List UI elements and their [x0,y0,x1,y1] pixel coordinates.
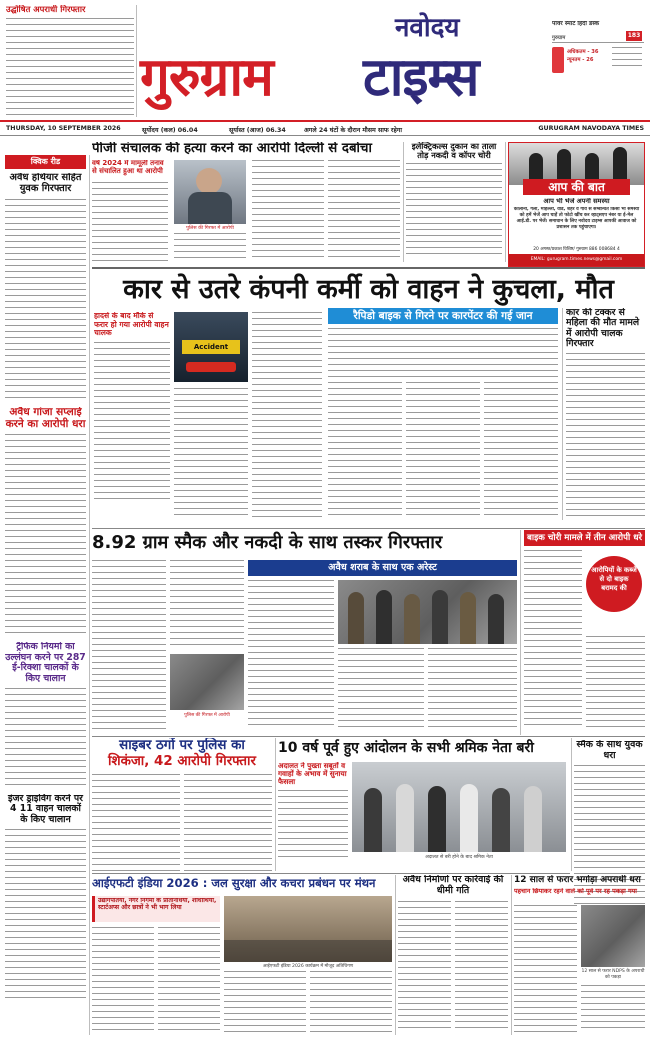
masthead-left-body [6,18,134,118]
lead-kicker: हादसे के बाद मौके से फरार हो गया आरोपी वाहन चालक [94,312,169,337]
edition-label: पावर स्मार्ट हिंदी डेस्क [552,21,600,27]
sunset: सूर्यास्त (आज) 06.34 [229,127,286,134]
brand-left: गुरुग्राम [140,47,273,108]
lead-right-headline: कार की टक्कर से महिला की मौत मामले में आरोपी चालक गिरफ्तार [566,308,640,349]
left-headline-2: अवैध गांजा सप्लाई करने का आरोपी धरा [5,406,86,430]
ift-headline: आईएफटी इंडिया 2026 : जल सुरक्षा और कचरा प्रबंधन पर मंथन [92,876,376,890]
smack-story [92,530,517,735]
top-story-kicker: वर्ष 2024 में मामूली तनाव से संचालित हुआ था आरोपी [92,159,164,175]
workers-caption: अदालत से बरी होने के बाद श्रमिक नेता [425,855,493,860]
aap-ki-baat-box [508,142,645,267]
date-bar [0,120,650,136]
lead-headline: कार से उतरे कंपनी कर्मी को वाहन ने कुचला, मौत [123,274,614,305]
smack-youth-headline: स्मैक के साथ युवक धरा [576,740,643,761]
left-headline-1: अवैध हथियार सहित युवक गिरफ्तार [9,173,82,194]
min-temp: न्यूनतम - 26 [567,57,594,63]
cyber-headline-b: शिकंजा, 42 आरोपी गिरफ्तार [108,754,256,769]
whatsapp-number: 20 अगस्त/प्रकाश विशिष्ट/ गुरुग्राम 886 008684 4 [533,247,620,252]
theft-headline: इलेक्ट्रिकल्स दुकान का ताला तोड़ नकदी व कॉपर चोरी [411,142,497,161]
fugitive-headline: 12 साल से फरार भगोड़ा अपराधी धरा [514,875,641,885]
cyber-headline-a: साइबर ठगों पर पुलिस का [119,738,245,753]
aap-title: आप की बात [523,179,630,195]
aqi-city: गुरुग्राम [552,35,566,41]
masthead-left-kicker: उद्घोषित अपराधी गिरफ्तार [6,5,86,14]
thermometer-icon [552,47,564,73]
weather-box [552,21,644,117]
brand-right: टाइम्स [363,47,479,108]
bike-badge: आरोपियों के कब्जे से दो बाइक बरामद की [586,556,642,612]
illegal-construction-story [398,875,508,1035]
ift-photo [224,896,392,962]
left-column [5,155,86,1035]
smack-accused-photo [170,654,244,710]
bike-theft-story [524,530,645,735]
accident-photo [174,312,248,382]
max-temp: अधिकतम - 36 [567,49,599,55]
aap-subtitle: आप भी भेजें अपनी समस्या [543,198,610,205]
ift-story [92,875,392,1035]
accused-photo [174,160,246,224]
rapido-band: रैपिडो बाइक से गिरने पर कारपेंटर की गई जान [328,308,558,324]
date: THURSDAY, 10 SEPTEMBER 2026 [6,125,121,132]
police-group-photo [338,580,517,644]
brand-top: नवोदय [395,13,460,43]
bike-theft-headline: बाइक चोरी मामले में तीन आरोपी धरे [524,530,645,546]
left-headline-4: इंजर ड्राइविंग करने पर 4 11 वाहन चालकों के किए चालान [8,794,83,825]
fugitive-story [514,875,645,1035]
smack-headline: 8.92 ग्राम स्मैक और नकदी के साथ तस्कर गिरफ्तार [92,532,443,553]
email-line: EMAIL: gurugram.times.news@gmail.com [509,254,644,266]
aap-body: कॉलोनी, गली, मोहल्ला, वार्ड, शहर व गांव से सम्बन्धित किसी भी समस्या को हमें भेजें आप चाहें तो फोटो खींच कर व्हाट्सएप नंबर या ई-मेल आई.डी. पर भेजें। समाधान के लिए नवोदय टाइम्स आपकी आवाज को प्रशासन तक पहुंचाएगा। [513,207,640,230]
paper-name: GURUGRAM NAVODAYA TIMES [538,125,644,132]
weather-tagline: अगले 24 घंटों के दौरान मौसम साफ रहेगा [304,127,403,134]
fugitive-kicker: पहचान छिपाकर रहने वाले को पूर्व पर रह पकड़ा गया [514,888,637,896]
workers-photo [352,762,566,852]
fugitive-caption: 12 साल से फरार NDPS के अपराधी को पकड़ा [581,969,645,980]
theft-story [406,142,502,262]
top-story-headline: पीजी संचालक की हत्या करने का आरोपी दिल्ली से दबोचा [92,142,372,156]
cyber-story [92,738,272,871]
left-headline-3: ट्रैफिक नियमों का उल्लंघन करने पर 287 ई-रिक्शा चालकों के किए चालान [5,642,86,684]
ift-kicker: उद्योगपतियों, नगर निगमों के प्रतिनिधियों, शोधार्थियों, स्टार्टअप्स और छात्रों ने भी भाग लिया [98,898,217,911]
smack-caption: पुलिस की गिरफ्त में आरोपी [184,713,230,718]
liquor-band: अवैध शराब के साथ एक अरेस्ट [248,560,517,576]
illegal-construction-headline: अवैध निर्माणों पर कार्रवाई की धीमी गति [402,875,504,896]
quick-read-flag: क्विक रीड [5,155,86,169]
workers-kicker: अदालत ने पुख्ता सबूतों व गवाहों के अभाव में सुनाया फैसला [278,762,347,787]
workers-story [278,738,568,871]
ift-caption: आईएफटी इंडिया 2026 कार्यक्रम में मौजूद अतिथिगण [262,964,354,969]
aqi-value: 183 [627,32,641,39]
fugitive-photo [581,905,645,967]
lead-story [92,270,645,525]
accident-label: Accident [182,340,240,354]
masthead [0,0,650,162]
workers-headline: 10 वर्ष पूर्व हुए आंदोलन के सभी श्रमिक नेता बरी [278,740,534,756]
sunrise: सूर्योदय (कल) 06.04 [142,127,198,134]
accused-caption: पुलिस की गिरफ्त में आरोपी [186,226,234,231]
top-story [92,142,400,262]
